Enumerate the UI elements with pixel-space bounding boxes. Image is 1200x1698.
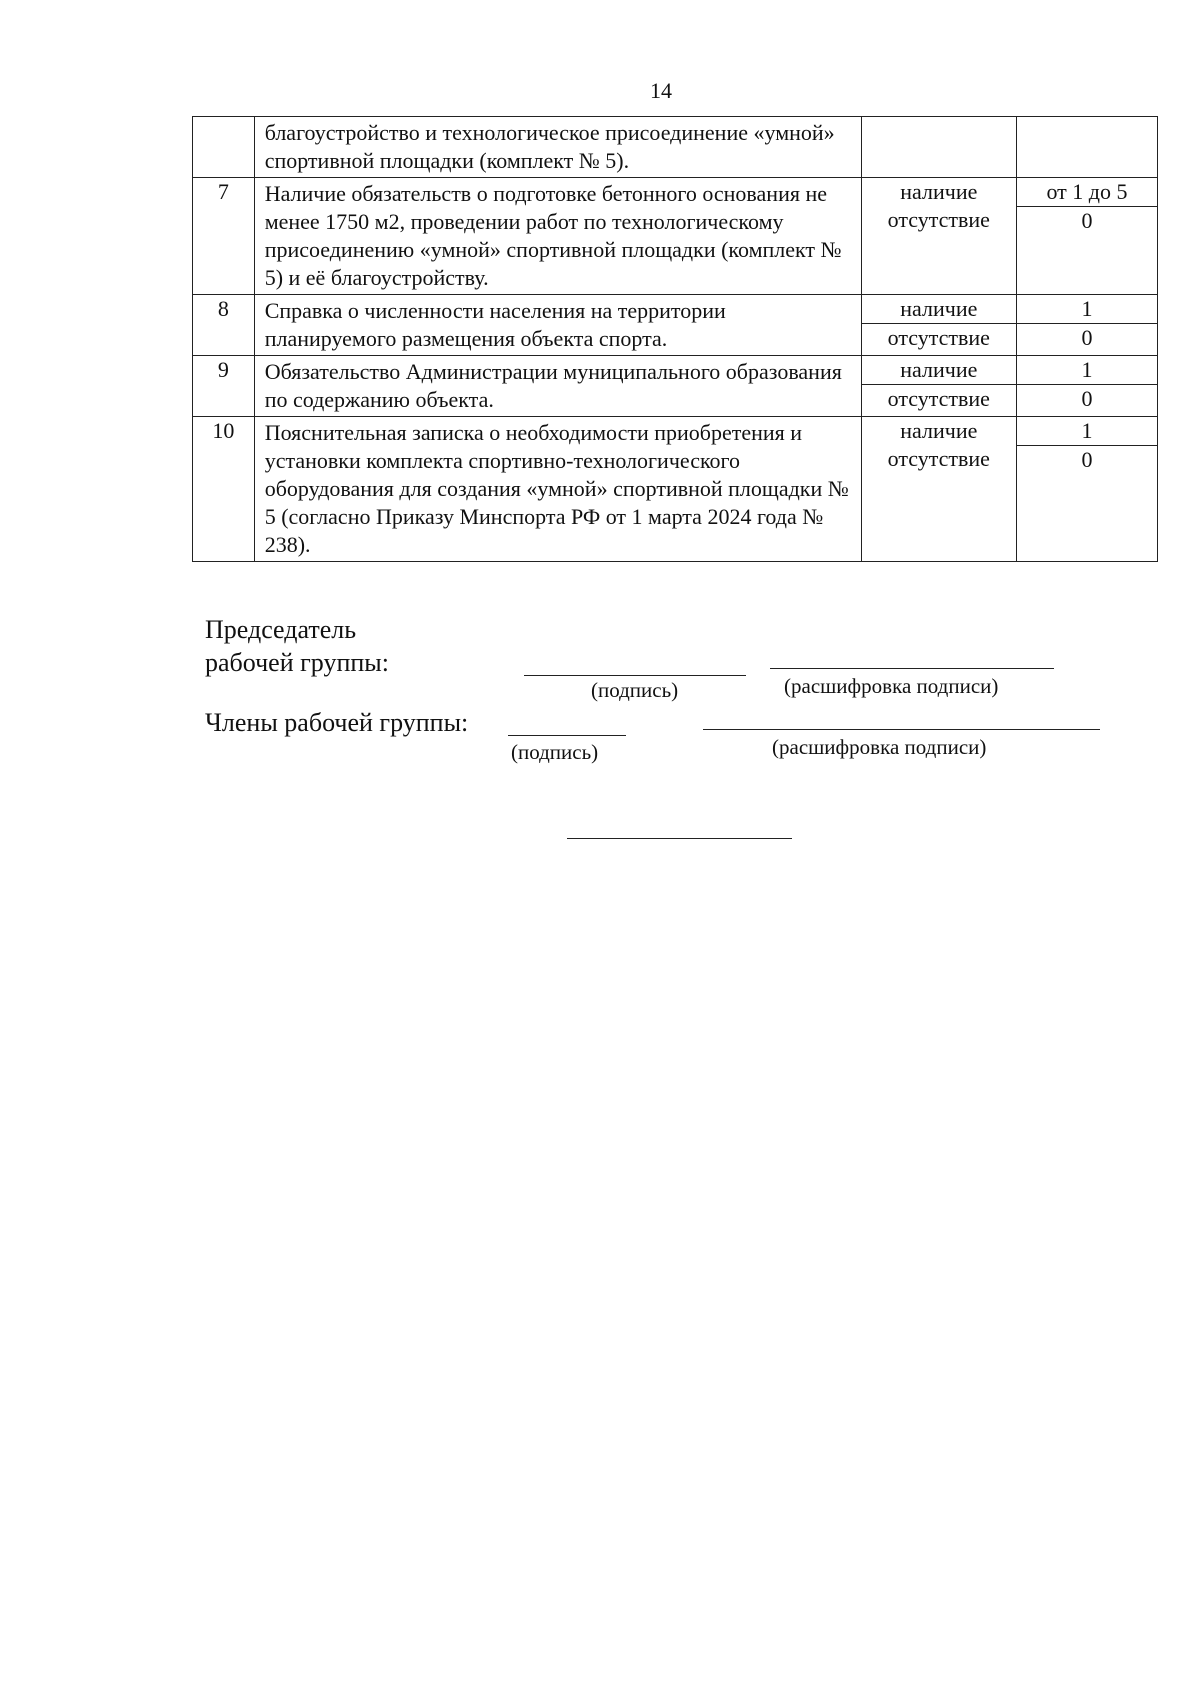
row-description: благоустройство и технологическое присоединение «умной» спортивной площадки (комплект № 5).: [254, 117, 861, 178]
row-number: 10: [193, 417, 255, 562]
option-presence: наличие: [900, 179, 978, 204]
row-description: Обязательство Администрации муниципального образования по содержанию объекта.: [254, 356, 861, 417]
members-signature-line: [508, 735, 626, 736]
page-number: 14: [650, 78, 672, 103]
row-description: Справка о численности населения на территории планируемого размещения объекта спорта.: [254, 295, 861, 356]
row-number: 8: [193, 295, 255, 356]
option-presence: наличие: [900, 418, 978, 443]
chairman-signature-caption: (подпись): [591, 678, 679, 702]
value-presence: от 1 до 5: [1017, 178, 1157, 207]
members-decoding-line: [703, 729, 1100, 730]
members-signature-caption: (подпись): [511, 740, 599, 764]
option-presence: наличие: [862, 356, 1016, 385]
chairman-label-line2: рабочей группы:: [205, 648, 389, 677]
row-number: 9: [193, 356, 255, 417]
members-decoding-caption: (расшифровка подписи): [772, 735, 987, 759]
row-number: 7: [193, 178, 255, 295]
chairman-label-line1: Председатель: [205, 615, 357, 644]
option-absence: отсутствие: [887, 207, 990, 232]
closing-divider: [567, 838, 792, 839]
value-absence: 0: [1081, 208, 1093, 233]
value-presence: 1: [1017, 417, 1157, 446]
option-absence: отсутствие: [887, 325, 990, 350]
value-absence: 0: [1081, 447, 1093, 472]
chairman-signature-line: [524, 675, 746, 676]
row-description: Наличие обязательств о подготовке бетонного основания не менее 1750 м2, проведении работ по технологическому присоединению «умной» спортивной площадки (комплект № 5) и её благоустройству.: [254, 178, 861, 295]
chairman-decoding-line: [770, 668, 1054, 669]
row-description: Пояснительная записка о необходимости приобретения и установки комплекта спортивно-технологического оборудования для создания «умной» спортивной площадки № 5 (согласно Приказу Минспорта РФ от 1 марта 2024 года № 238).: [254, 417, 861, 562]
value-presence: 1: [1017, 356, 1157, 385]
value-absence: 0: [1081, 325, 1093, 350]
value-absence: 0: [1081, 386, 1093, 411]
option-absence: отсутствие: [887, 446, 990, 471]
members-label: Члены рабочей группы:: [205, 708, 469, 737]
chairman-decoding-caption: (расшифровка подписи): [784, 674, 999, 698]
value-presence: 1: [1017, 295, 1157, 324]
option-presence: наличие: [862, 295, 1016, 324]
option-absence: отсутствие: [887, 386, 990, 411]
